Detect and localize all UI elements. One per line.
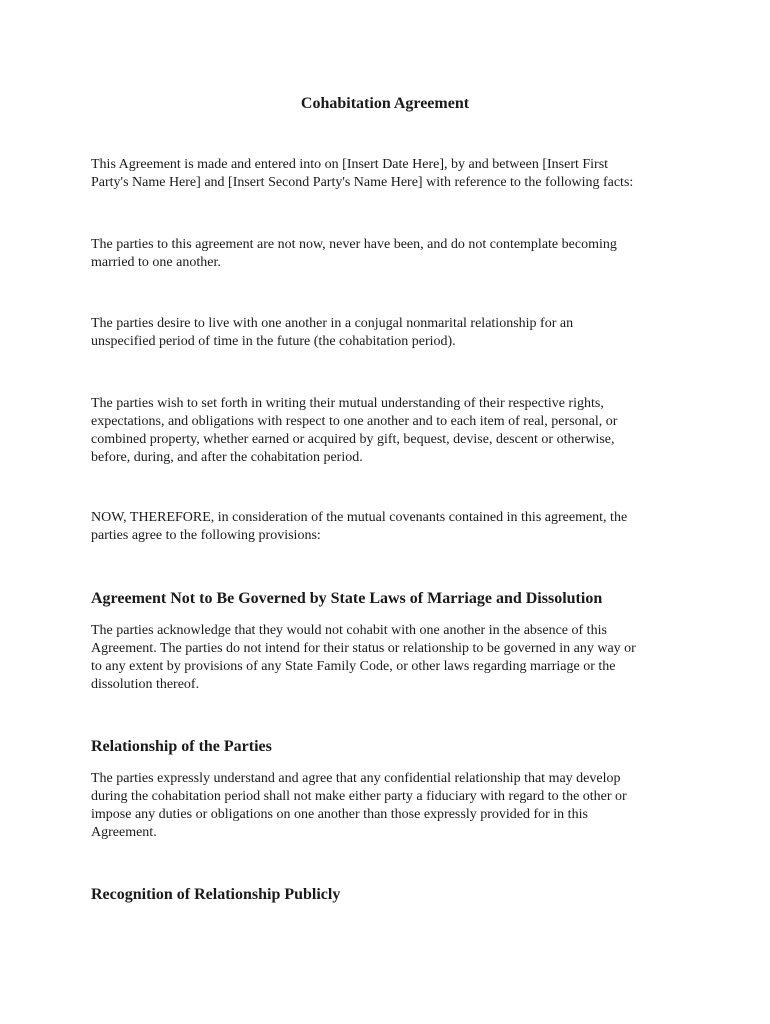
intro-paragraph bbox=[91, 156, 691, 192]
section-line: during the cohabitation period shall not make either party a fiduciary with regard to the other or bbox=[91, 789, 627, 804]
fact-line: expectations, and obligations with respect to one another and to each item of real, personal, or bbox=[91, 414, 618, 429]
section-line: The parties expressly understand and agree that any confidential relationship that may develop bbox=[91, 771, 621, 786]
fact-line: The parties to this agreement are not now, never have been, and do not contemplate becoming bbox=[91, 237, 617, 252]
fact-paragraph-2 bbox=[91, 315, 691, 351]
section-body bbox=[91, 770, 691, 842]
document-title: Cohabitation Agreement bbox=[300, 95, 470, 112]
therefore-paragraph bbox=[91, 509, 691, 545]
section-line: The parties acknowledge that they would not cohabit with one another in the absence of this bbox=[91, 623, 607, 638]
section-heading: Agreement Not to Be Governed by State Laws of Marriage and Dissolution bbox=[91, 590, 603, 607]
section-line: dissolution thereof. bbox=[91, 677, 200, 692]
section-body bbox=[91, 622, 691, 694]
fact-line: unspecified period of time in the future (the cohabitation period). bbox=[91, 334, 456, 349]
intro-line: This Agreement is made and entered into on [Insert Date Here], by and between [Insert First bbox=[91, 157, 609, 172]
intro-line: Party's Name Here] and [Insert Second Party's Name Here] with reference to the following facts: bbox=[91, 175, 634, 190]
fact-paragraph-3 bbox=[91, 395, 691, 467]
fact-line: The parties desire to live with one another in a conjugal nonmarital relationship for an bbox=[91, 316, 574, 331]
fact-line: before, during, and after the cohabitation period. bbox=[91, 450, 363, 465]
fact-paragraph-1 bbox=[91, 236, 691, 272]
section-line: Agreement. The parties do not intend for their status or relationship to be governed in any way or bbox=[91, 641, 636, 656]
fact-line: combined property, whether earned or acquired by gift, bequest, devise, descent or otherwise, bbox=[91, 432, 615, 447]
section-line: to any extent by provisions of any State Family Code, or other laws regarding marriage or the bbox=[91, 659, 616, 674]
fact-line: married to one another. bbox=[91, 255, 221, 270]
section-heading: Recognition of Relationship Publicly bbox=[91, 886, 341, 903]
therefore-line: parties agree to the following provisions: bbox=[91, 528, 321, 543]
section-heading: Relationship of the Parties bbox=[91, 738, 272, 755]
section-line: impose any duties or obligations on one another than those expressly provided for in this bbox=[91, 807, 588, 822]
section-line: Agreement. bbox=[91, 825, 157, 840]
fact-line: The parties wish to set forth in writing their mutual understanding of their respective rights, bbox=[91, 396, 604, 411]
therefore-line: NOW, THEREFORE, in consideration of the mutual covenants contained in this agreement, the bbox=[91, 510, 628, 525]
